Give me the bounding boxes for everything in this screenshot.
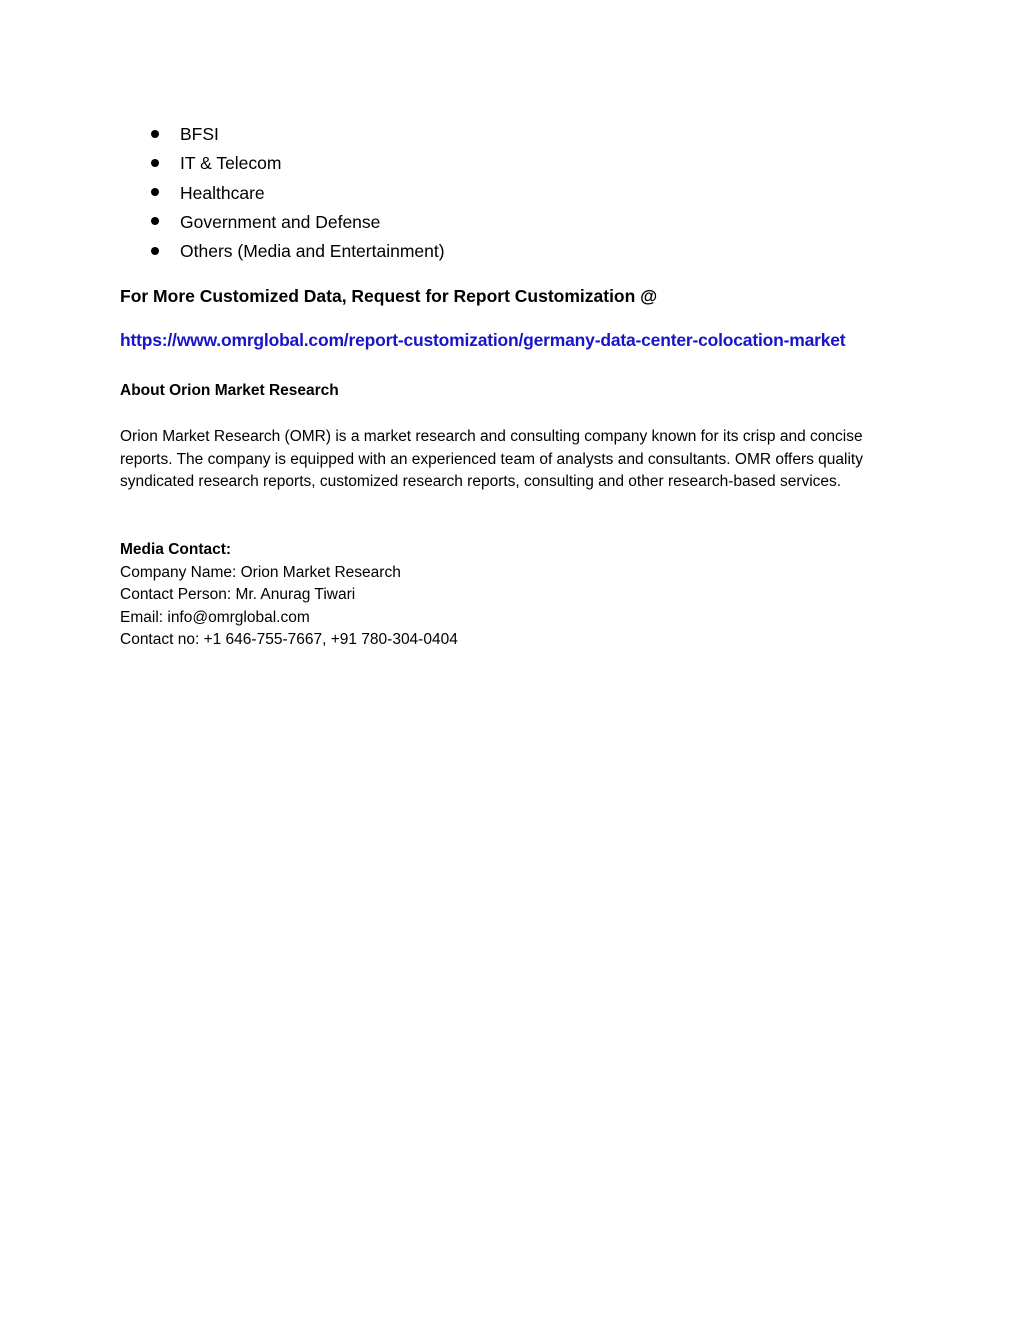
customization-heading: For More Customized Data, Request for Report Customization @: [120, 286, 658, 306]
report-customization-link[interactable]: https://www.omrglobal.com/report-customization/germany-data-center-colocation-market: [120, 330, 846, 350]
about-paragraph: Orion Market Research (OMR) is a market research and consulting company known for its crisp and concise reports. The company is equipped with an experienced team of analysts and consultants. OMR offers quality syndicated research reports, customized research reports, consulting and other research-based services.: [120, 428, 863, 490]
bullet-item-bfsi: [120, 121, 445, 150]
contact-email: Email: info@omrglobal.com: [120, 608, 310, 626]
bullet-dot-icon: [151, 159, 159, 167]
bullet-item-label: Government and Defense: [180, 211, 381, 232]
bullet-item-label: Others (Media and Entertainment): [180, 241, 445, 261]
industry-bullet-list: [120, 121, 445, 267]
bullet-item-it-telecom: [120, 150, 445, 179]
bullet-item-label: BFSI: [180, 124, 219, 144]
contact-person: Contact Person: Mr. Anurag Tiwari: [120, 586, 356, 603]
media-contact-heading: Media Contact:: [120, 541, 232, 558]
bullet-dot-icon: [151, 188, 159, 196]
bullet-dot-icon: [151, 130, 159, 138]
bullet-item-label: IT & Telecom: [180, 153, 282, 174]
contact-company: Company Name: Orion Market Research: [120, 563, 401, 581]
bullet-dot-icon: [151, 247, 159, 255]
bullet-item-healthcare: [120, 180, 445, 209]
bullet-dot-icon: [151, 217, 159, 225]
bullet-item-label: Healthcare: [180, 182, 265, 203]
about-heading: About Orion Market Research: [120, 382, 339, 399]
bullet-item-others: [120, 238, 445, 267]
media-contact-block: [120, 539, 458, 652]
contact-phone: Contact no: +1 646-755-7667, +91 780-304-0404: [120, 631, 458, 648]
bullet-item-government-defense: [120, 209, 445, 238]
